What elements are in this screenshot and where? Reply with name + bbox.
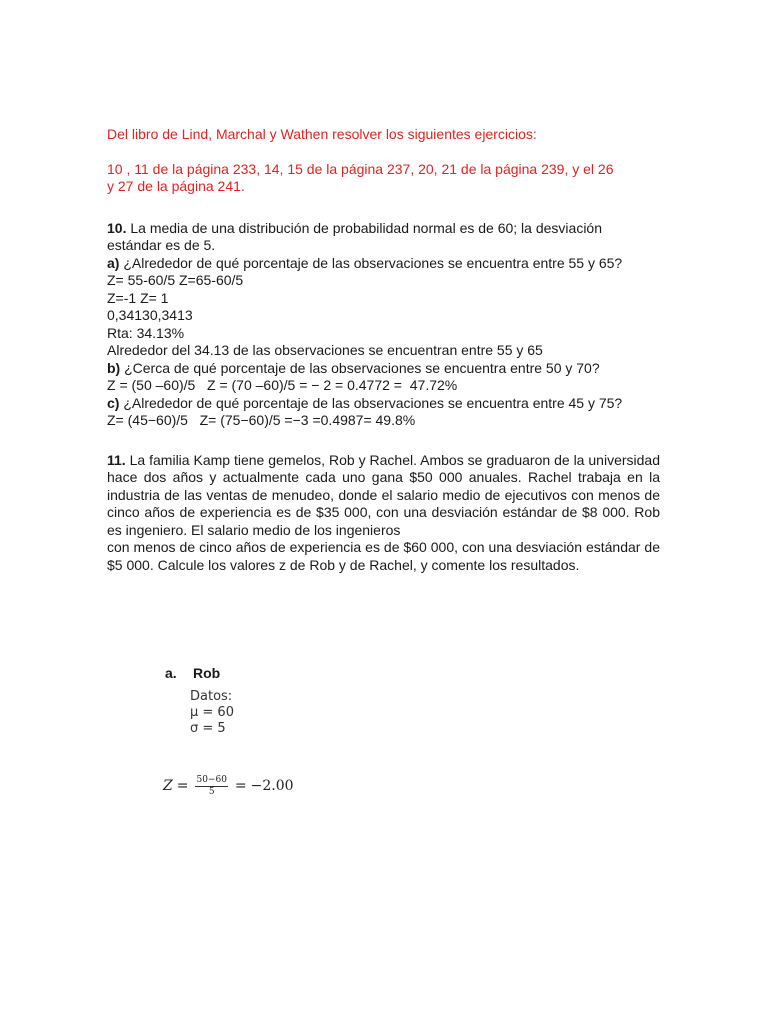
rob-data: Datos: μ = 60 σ = 5 (190, 688, 234, 736)
answer-line: Alrededor del 34.13 de las observaciones se encuentran entre 55 y 65 (107, 342, 543, 358)
rob-heading: a. Rob (165, 665, 221, 681)
intro-text: Del libro de Lind, Marchal y Wathen resolver los siguientes ejercicios: (107, 126, 537, 142)
answer-line: Rta: 34.13% (107, 324, 185, 341)
document-body (107, 126, 660, 574)
rob-section (165, 665, 234, 737)
answer-line: Z = (50 –60)/5 Z = (70 –60)/5 = − 2 = 0.4772 = 47.72% (107, 377, 458, 393)
mu-value: μ = 60 (190, 704, 234, 720)
exercise-11-paragraph: 11. La familia Kamp tiene gemelos, Rob y Rachel. Ambos se graduaron de la universidad hace dos años y actualmente cada uno gana $50 000 anuales. Rachel trabaja en la industria de las ventas de menudeo, donde el salario medio de ejecutivos con menos de cinco años de experiencia es de $35 000, con una desviación estándar de $8 000. Rob es ingeniero. El salario medio de los ingenieros (107, 451, 660, 538)
answer-line: Z= (45−60)/5 Z= (75−60)/5 =−3 =0.4987= 49.8% (107, 412, 416, 428)
assignment-line: 10 , 11 de la página 233, 14, 15 de la página 237, 20, 21 de la página 239, y el 26 (107, 160, 614, 177)
z-formula: Z = $\frac{50-60}{5}$ = −2.00 (163, 775, 294, 797)
exercise-10 (107, 220, 660, 430)
question-b: b) ¿Cerca de qué porcentaje de las observaciones se encuentra entre 50 y 70? (107, 359, 600, 376)
answer-line: Z=-1 Z= 1 (107, 289, 169, 306)
exercise-11-paragraph: con menos de cinco años de experiencia es de $60 000, con una desviación estándar de $5 000. Calcule los valores z de Rob y de Rachel, y comente los resultados. (107, 539, 660, 573)
fraction: $\frac{50-60}{5}$ (196, 775, 227, 797)
exercise-10-statement: 10. La media de una distribución de probabilidad normal es de 60; la desviación estándar es de 5. (107, 219, 602, 253)
assignment-line: y 27 de la página 241. (107, 178, 245, 194)
question-a: a) ¿Alrededor de qué porcentaje de las observaciones se encuentra entre 55 y 65? (107, 254, 623, 271)
sigma-value: σ = 5 (190, 720, 226, 736)
answer-line: 0,34130,3413 (107, 307, 193, 323)
answer-line: Z= 55-60/5 Z=65-60/5 (107, 272, 244, 288)
question-c: c) ¿Alrededor de qué porcentaje de las observaciones se encuentra entre 45 y 75? (107, 394, 623, 411)
exercise-11 (107, 452, 660, 575)
exercise-number: 10. (107, 219, 127, 236)
assignment-text (107, 161, 660, 196)
